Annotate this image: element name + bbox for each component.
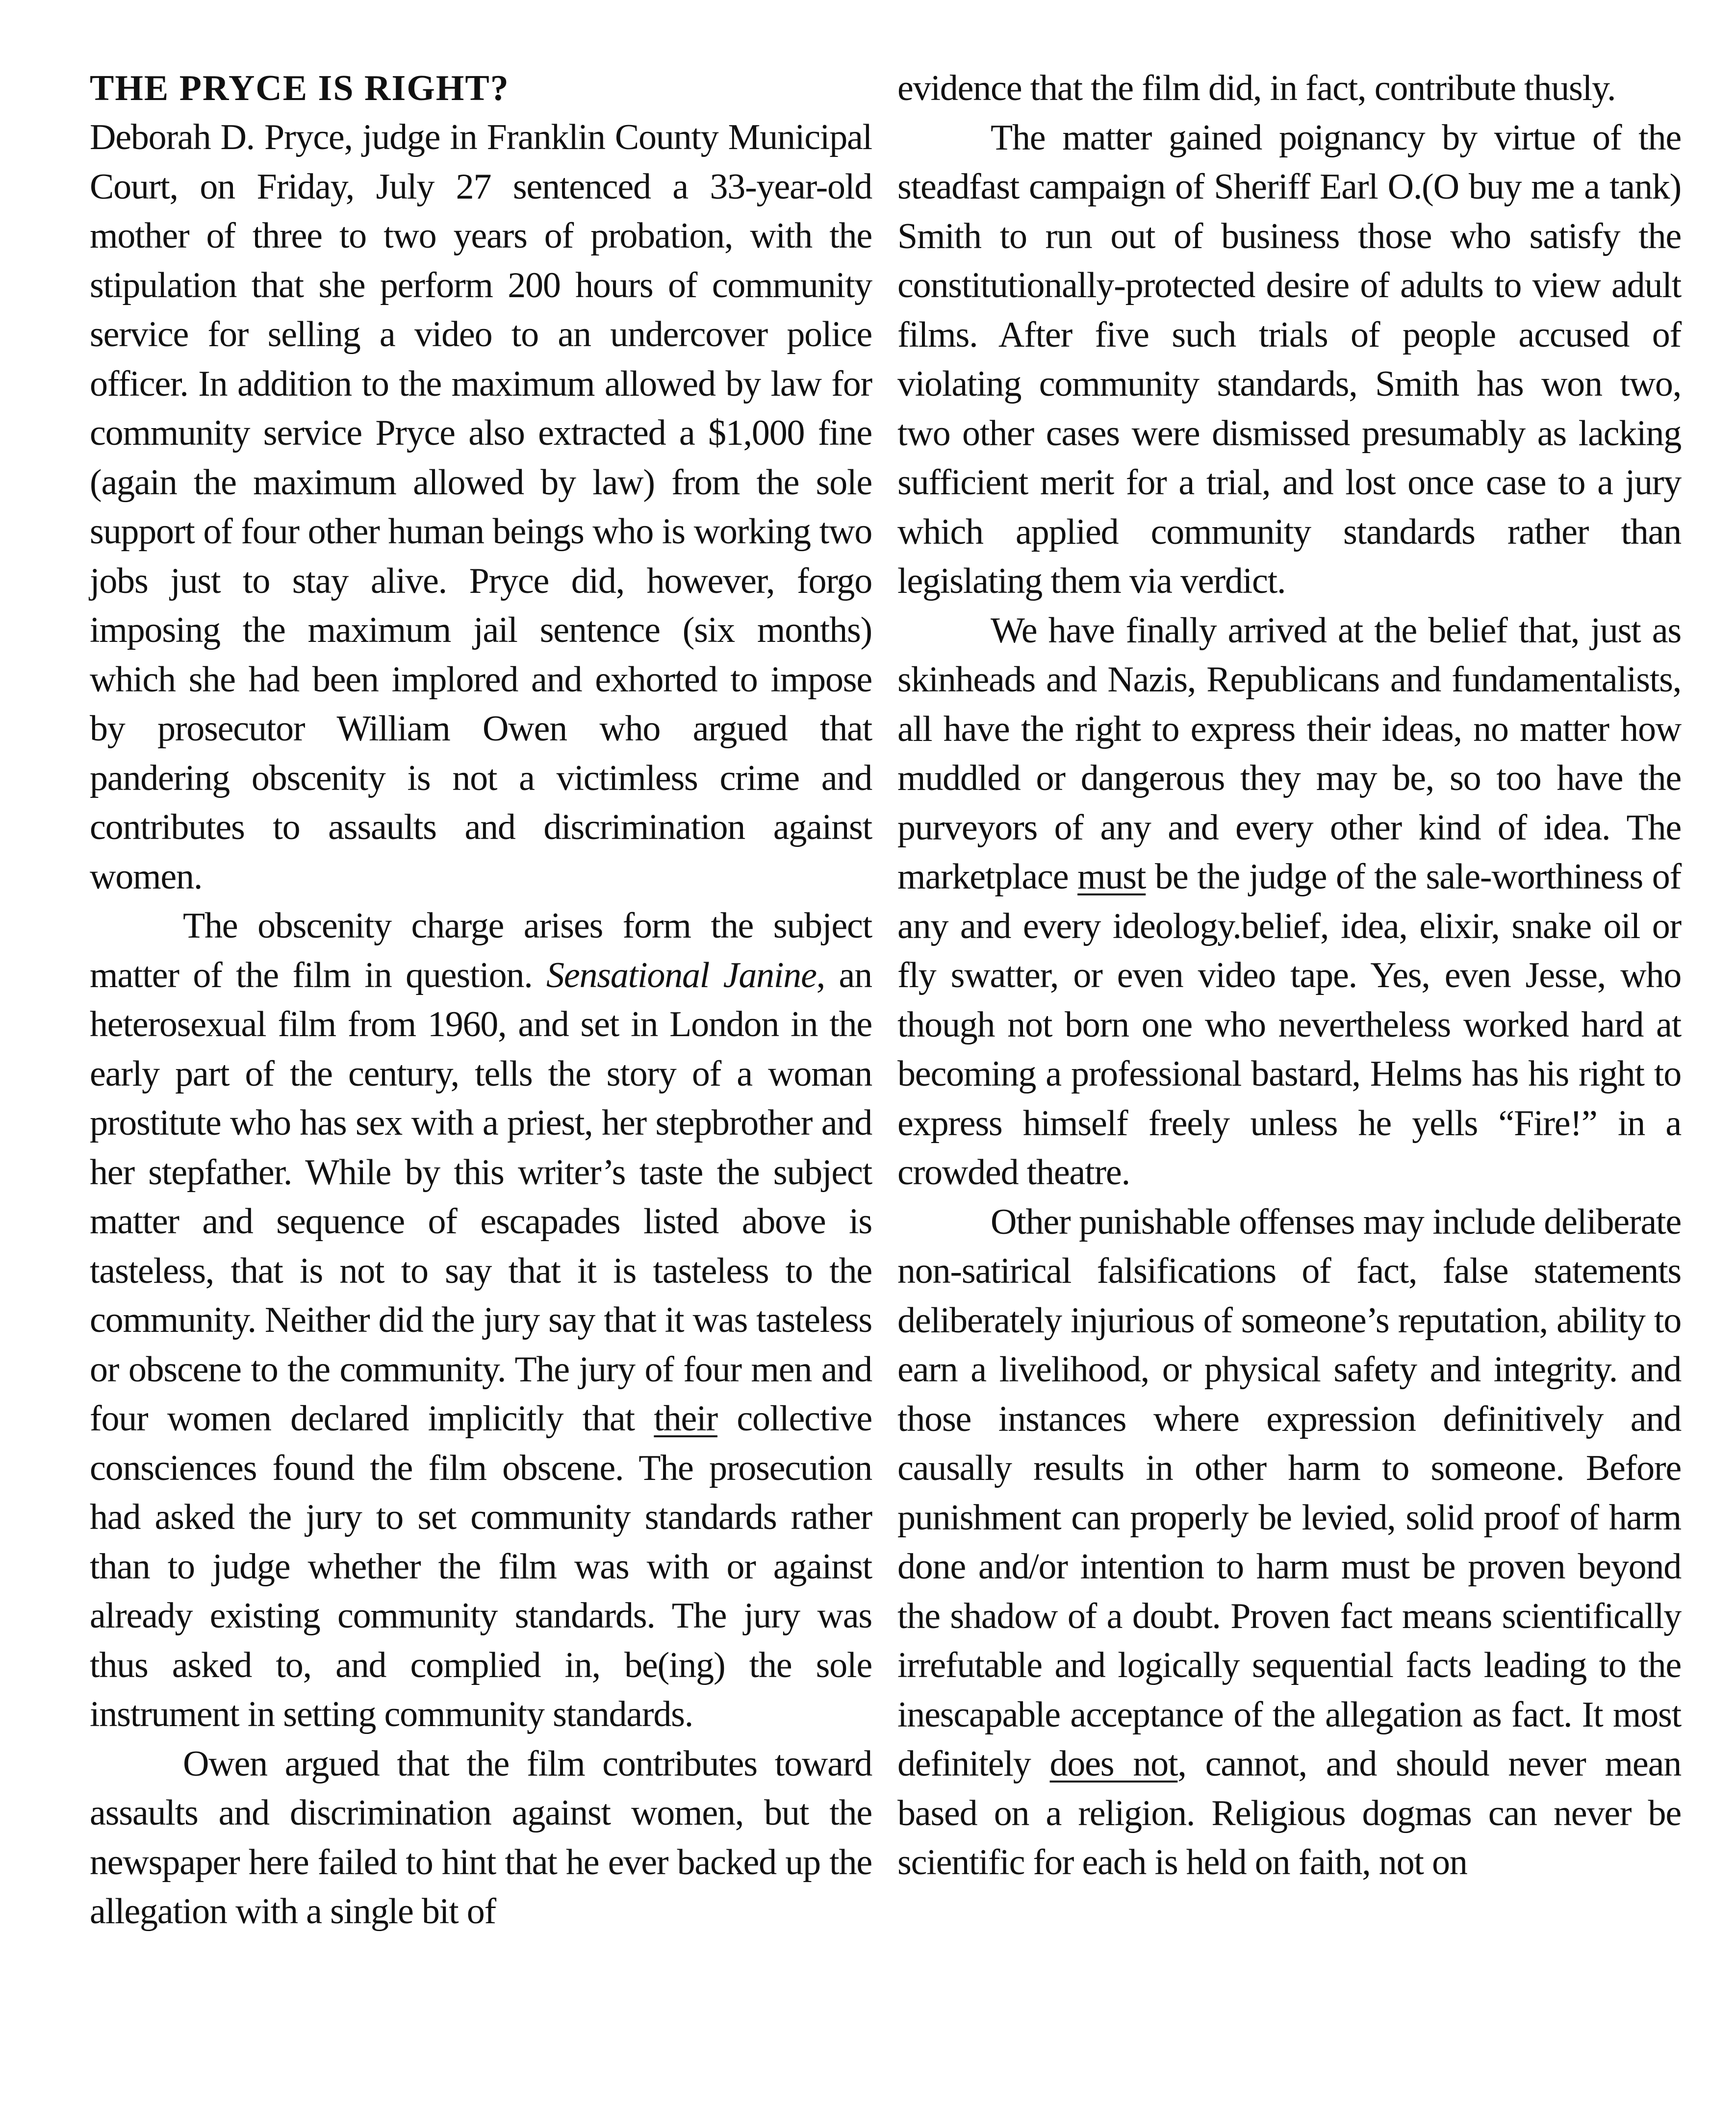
right-column bbox=[897, 64, 1681, 1887]
underlined-emphasis: does not bbox=[1049, 1744, 1178, 1784]
article-title: THE PRYCE IS RIGHT? bbox=[90, 68, 510, 108]
paragraph-marketplace bbox=[897, 606, 1681, 1197]
paragraph-sheriff-campaign: The matter gained poignancy by virtue of the steadfast campaign of Sheriff Earl O.(O buy me a tank) Smith to run out of business those who satisfy the constitutionally-protected desire of adults to view adult films. After five such trials of people accused of violating community standards, Smith has won two, two other cases were dismissed presumably as lacking sufficient merit for a trial, and lost once case to a jury which applied community standards rather than legislating them via verdict. bbox=[897, 117, 1681, 601]
paragraph-owen-argument: Owen argued that the film contributes toward assaults and discrimination against women, but the newspaper here failed to hint that he ever backed up the allegation with a single bit of bbox=[90, 1743, 872, 1932]
paragraph-text: Other punishable offenses may include deliberate non-satirical falsifications of fact, false statements deliberately injurious of someone’s reputation, ability to earn a livelihood, or physical safety and integrity. and those instances where expression definitively and causally results in other harm to someone. Before punishment can properly be levied, solid proof of harm done and/or intention to harm must be proven beyond the shadow of a doubt. Proven fact means scientifically irrefutable and logically sequential facts leading to the inescapable acceptance of the allegation as fact. It most definitely bbox=[897, 1201, 1681, 1784]
paragraph-sentencing: Deborah D. Pryce, judge in Franklin County Municipal Court, on Friday, July 27 sentenced a 33-year-old mother of three to two years of probation, with the stipulation that she perform 200 hours of community service for selling a video to an undercover police officer. In addition to the maximum allowed by law for community service Pryce also extracted a $1,000 fine (again the maximum allowed by law) from the sole support of four other human beings who is working two jobs just to stay alive. Pryce did, however, forgo imposing the maximum jail sentence (six months) which she had been implored and exhorted to impose by prosecutor William Owen who argued that pandering obscenity is not a victimless crime and contributes to assaults and discrimination against women. bbox=[90, 117, 872, 897]
paragraph-text: be the judge of the sale-worthiness of any and every ideology.belief, idea, elixir, snake oil or fly swatter, or even video tape. Yes, even Jesse, who though not born one who nevertheless worked hard at becoming a professional bastard, Helms has his right to express himself freely unless he yells “Fire!” in a crowded theatre. bbox=[897, 857, 1682, 1193]
film-title: Sensational Janine bbox=[546, 955, 817, 995]
underlined-emphasis: must bbox=[1077, 857, 1146, 897]
underlined-emphasis: their bbox=[654, 1399, 717, 1439]
paragraph-text: The obscenity charge arises form the subject matter of the film in question. bbox=[90, 906, 872, 995]
paragraph-obscenity-charge bbox=[90, 901, 872, 1739]
paragraph-punishable-offenses bbox=[897, 1197, 1681, 1887]
paragraph-text: We have finally arrived at the belief that, just as skinheads and Nazis, Republicans and fundamentalists, all have the right to express their ideas, no matter how muddled or dangerous they may be, so too have the purveyors of any and every other kind of idea. The marketplace bbox=[897, 610, 1681, 897]
paragraph-text: collective consciences found the film obscene. The prosecution had asked the jury to set community standards rather than to judge whether the film was with or against already existing community standards. The jury was thus asked to, and complied in, be(ing) the sole instrument in setting community standards. bbox=[90, 1399, 872, 1734]
paragraph-continuation: evidence that the film did, in fact, contribute thusly. bbox=[897, 68, 1616, 108]
paragraph-text: , cannot, and should never mean based on a religion. Religious dogmas can never be scientific for each is held on faith, not on bbox=[897, 1744, 1681, 1883]
left-column bbox=[90, 64, 872, 1936]
paragraph-text: , an heterosexual film from 1960, and set in London in the early part of the century, tells the story of a woman prostitute who has sex with a priest, her stepbrother and her stepfather. While by this writer’s taste the subject matter and sequence of escapades listed above is tasteless, that is not to say that it is tasteless to the community. Neither did the jury say that it was tasteless or obscene to the community. The jury of four men and four women declared implicitly that bbox=[90, 955, 872, 1439]
